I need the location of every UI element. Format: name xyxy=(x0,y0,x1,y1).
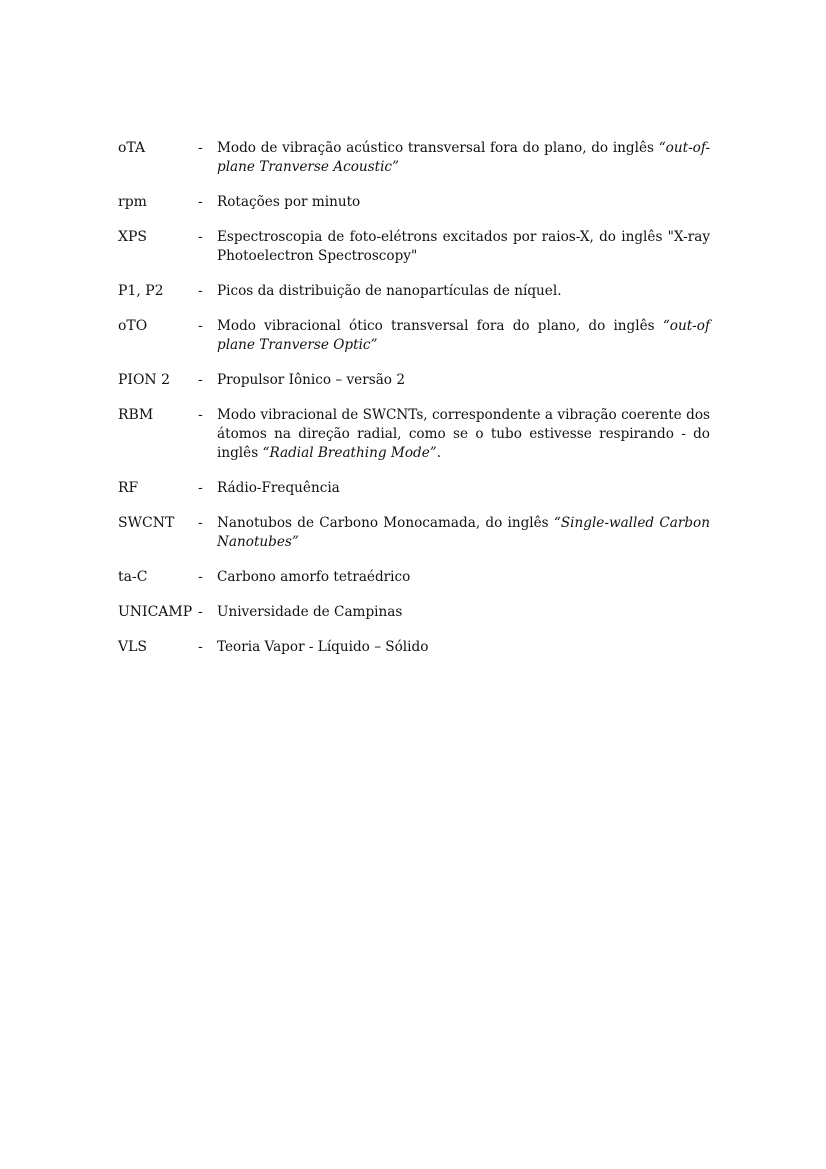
separator-dash: - xyxy=(198,318,203,334)
abbreviation-list xyxy=(118,139,710,673)
list-item xyxy=(118,603,710,622)
separator-dash: - xyxy=(198,639,203,655)
separator-dash: - xyxy=(198,604,203,620)
abbreviation-term: SWCNT xyxy=(118,515,175,531)
list-item xyxy=(118,479,710,498)
abbreviation-term: oTO xyxy=(118,318,148,334)
list-item xyxy=(118,193,710,212)
abbreviation-term: RF xyxy=(118,480,139,496)
abbreviation-definition xyxy=(217,603,710,622)
separator-dash: - xyxy=(198,569,203,585)
list-item xyxy=(118,139,710,177)
definition-text: Rotações por minuto xyxy=(217,194,361,210)
abbreviation-definition xyxy=(217,139,710,177)
list-item xyxy=(118,406,710,463)
definition-text: Rádio-Frequência xyxy=(217,480,340,496)
abbreviation-definition xyxy=(217,282,710,301)
definition-tail: . xyxy=(436,445,442,461)
separator-dash: - xyxy=(198,372,203,388)
separator-dash: - xyxy=(198,407,203,423)
definition-italic: “Radial Breathing Mode” xyxy=(262,445,437,461)
separator-dash: - xyxy=(198,194,203,210)
definition-text: Carbono amorfo tetraédrico xyxy=(217,569,411,585)
abbreviation-term: rpm xyxy=(118,194,147,210)
abbreviation-term: VLS xyxy=(118,639,147,655)
abbreviation-term: P1, P2 xyxy=(118,283,164,299)
definition-text: Espectroscopia de foto-elétrons excitados por raios-X, do inglês "X-ray Photoelectron Spectroscopy" xyxy=(217,229,710,264)
abbreviation-definition xyxy=(217,638,710,657)
definition-text: Picos da distribuição de nanopartículas de níquel. xyxy=(217,283,562,299)
abbreviation-definition xyxy=(217,371,710,390)
definition-text: Nanotubos de Carbono Monocamada, do inglês xyxy=(217,515,554,531)
list-item xyxy=(118,371,710,390)
definition-text: Modo vibracional ótico transversal fora do plano, do inglês xyxy=(217,318,663,334)
separator-dash: - xyxy=(198,515,203,531)
definition-text: Modo de vibração acústico transversal fora do plano, do inglês xyxy=(217,140,659,156)
list-item xyxy=(118,317,710,355)
definition-text: Teoria Vapor - Líquido – Sólido xyxy=(217,639,429,655)
abbreviation-term: XPS xyxy=(118,229,147,245)
list-item xyxy=(118,514,710,552)
list-item xyxy=(118,228,710,266)
definition-text: Modo vibracional de SWCNTs, correspondente a vibração coerente dos átomos na direção radial, como se o tubo estivesse respirando - do inglês xyxy=(217,407,710,461)
separator-dash: - xyxy=(198,283,203,299)
definition-italic: “out-of plane Tranverse Optic” xyxy=(217,318,710,353)
abbreviation-term: RBM xyxy=(118,407,154,423)
separator-dash: - xyxy=(198,229,203,245)
abbreviation-term: PION 2 xyxy=(118,372,171,388)
abbreviation-term: ta-C xyxy=(118,569,148,585)
abbreviation-definition xyxy=(217,479,710,498)
abbreviation-definition xyxy=(217,406,710,463)
abbreviation-definition xyxy=(217,228,710,266)
abbreviation-definition xyxy=(217,514,710,552)
list-item xyxy=(118,282,710,301)
list-item xyxy=(118,568,710,587)
list-item xyxy=(118,638,710,657)
separator-dash: - xyxy=(198,480,203,496)
abbreviation-definition xyxy=(217,193,710,212)
definition-italic: “Single-walled Carbon Nanotubes” xyxy=(217,515,710,550)
abbreviation-definition xyxy=(217,568,710,587)
definition-italic: “out-of-plane Tranverse Acoustic” xyxy=(217,140,710,175)
abbreviation-term: UNICAMP xyxy=(118,604,193,620)
definition-text: Propulsor Iônico – versão 2 xyxy=(217,372,405,388)
abbreviation-term: oTA xyxy=(118,140,146,156)
abbreviation-definition xyxy=(217,317,710,355)
definition-text: Universidade de Campinas xyxy=(217,604,403,620)
separator-dash: - xyxy=(198,140,203,156)
